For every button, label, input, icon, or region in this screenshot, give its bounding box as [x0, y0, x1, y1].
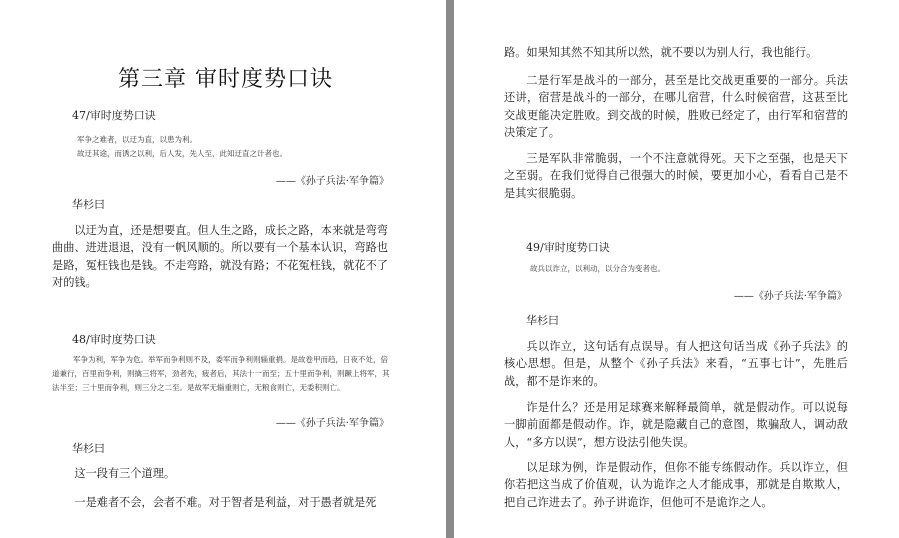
paragraph-text: 以迂为直，还是想要直。但人生之路，成长之路，本来就是弯弯曲曲、进进退退，没有一帆风顺的。所以要有一个基本认识，弯路也是路，冤枉钱也是钱。不走弯路，就没有路；不花冤枉钱，就花不了对的钱。 — [52, 224, 388, 290]
quote-line: 故迂其途，而诱之以利，后人发，先人至，此知迂直之计者也。 — [77, 149, 287, 158]
chapter-title: 第三章 审时度势口诀 — [118, 67, 333, 92]
paragraph — [504, 459, 848, 511]
paragraph — [504, 44, 848, 61]
paragraph — [52, 494, 388, 511]
paragraph — [504, 399, 848, 451]
paragraph — [504, 72, 848, 142]
classic-quote-49: 故兵以诈立，以利动，以分合为变者也。 — [530, 264, 665, 273]
paragraph-text: 三是军队非常脆弱，一个不注意就得死。天下之至强，也是天下之至弱。在我们觉得自己很强大的时候，要更加小心，看看自己是不是其实很脆弱。 — [504, 152, 848, 200]
author-label-49: 华杉曰 — [526, 314, 559, 327]
classic-quote-47 — [77, 133, 397, 161]
section-heading-49: 49/审时度势口诀 — [526, 241, 610, 254]
paragraph-text: 一是难者不会，会者不难。对于智者是利益，对于愚者就是死 — [74, 496, 377, 509]
right-page — [454, 0, 899, 538]
paragraph — [52, 465, 388, 482]
paragraph-text: 这一段有三个道理。 — [74, 467, 176, 480]
page-gutter — [446, 0, 454, 538]
paragraph-text: 路。如果知其然不知其所以然，就不要以为别人行，我也能行。 — [504, 46, 818, 59]
quote-line: 军争之难者，以迂为直，以患为利。 — [77, 135, 197, 144]
paragraph-text: 以足球为例，诈是假动作，但你不能专练假动作。兵以诈立，但你若把这当成了价值观，认为诡诈之人才能成事，那就是自欺欺人，把自己诈进去了。孙子讲诡诈，但他可不是诡诈之人。 — [504, 461, 848, 509]
paragraph-text: 诈是什么？还是用足球赛来解释最简单，就是假动作。可以说每一脚前面都是假动作。诈，就是隐藏自己的意图，欺骗敌人，调动敌人，“多方以误”，想方设法引他失误。 — [504, 401, 848, 449]
paragraph-text: 兵以诈立，这句话有点误导。有人把这句话当成《孙子兵法》的核心思想。但是，从整个《孙子兵法》来看，“五事七计”，先胜后战，都不是诈来的。 — [504, 340, 848, 388]
author-label-48: 华杉曰 — [72, 442, 105, 455]
paragraph — [504, 338, 848, 390]
paragraph — [504, 150, 848, 202]
paragraph — [52, 222, 388, 292]
citation-47: ——《孙子兵法·军争篇》 — [275, 176, 389, 187]
section-heading-47: 47/审时度势口诀 — [72, 109, 156, 122]
classic-quote-48: 军争为利，军争为危。举军而争利则不及，委军而争利则辎重捐。是故卷甲而趋，日夜不处，倍道兼行，百里而争利，则擒三将军，劲者先，疲者后，其法十一而至；五十里而争利，则蹶上将军，其法半至；三十里而争利，则三分之二至。是故军无辎重则亡，无粮食则亡，无委积则亡。 — [52, 355, 390, 392]
author-label-47: 华杉曰 — [72, 198, 105, 211]
paragraph-text: 二是行军是战斗的一部分，甚至是比交战更重要的一部分。兵法还讲，宿营是战斗的一部分，在哪儿宿营，什么时候宿营，这甚至比交战更能决定胜败。到交战的时候，胜败已经定了，由行军和宿营的决策定了。 — [504, 74, 848, 140]
citation-49: ——《孙子兵法·军争篇》 — [733, 291, 847, 302]
left-page — [0, 0, 446, 538]
citation-48: ——《孙子兵法·军争篇》 — [275, 418, 389, 429]
section-heading-48: 48/审时度势口诀 — [72, 333, 156, 346]
